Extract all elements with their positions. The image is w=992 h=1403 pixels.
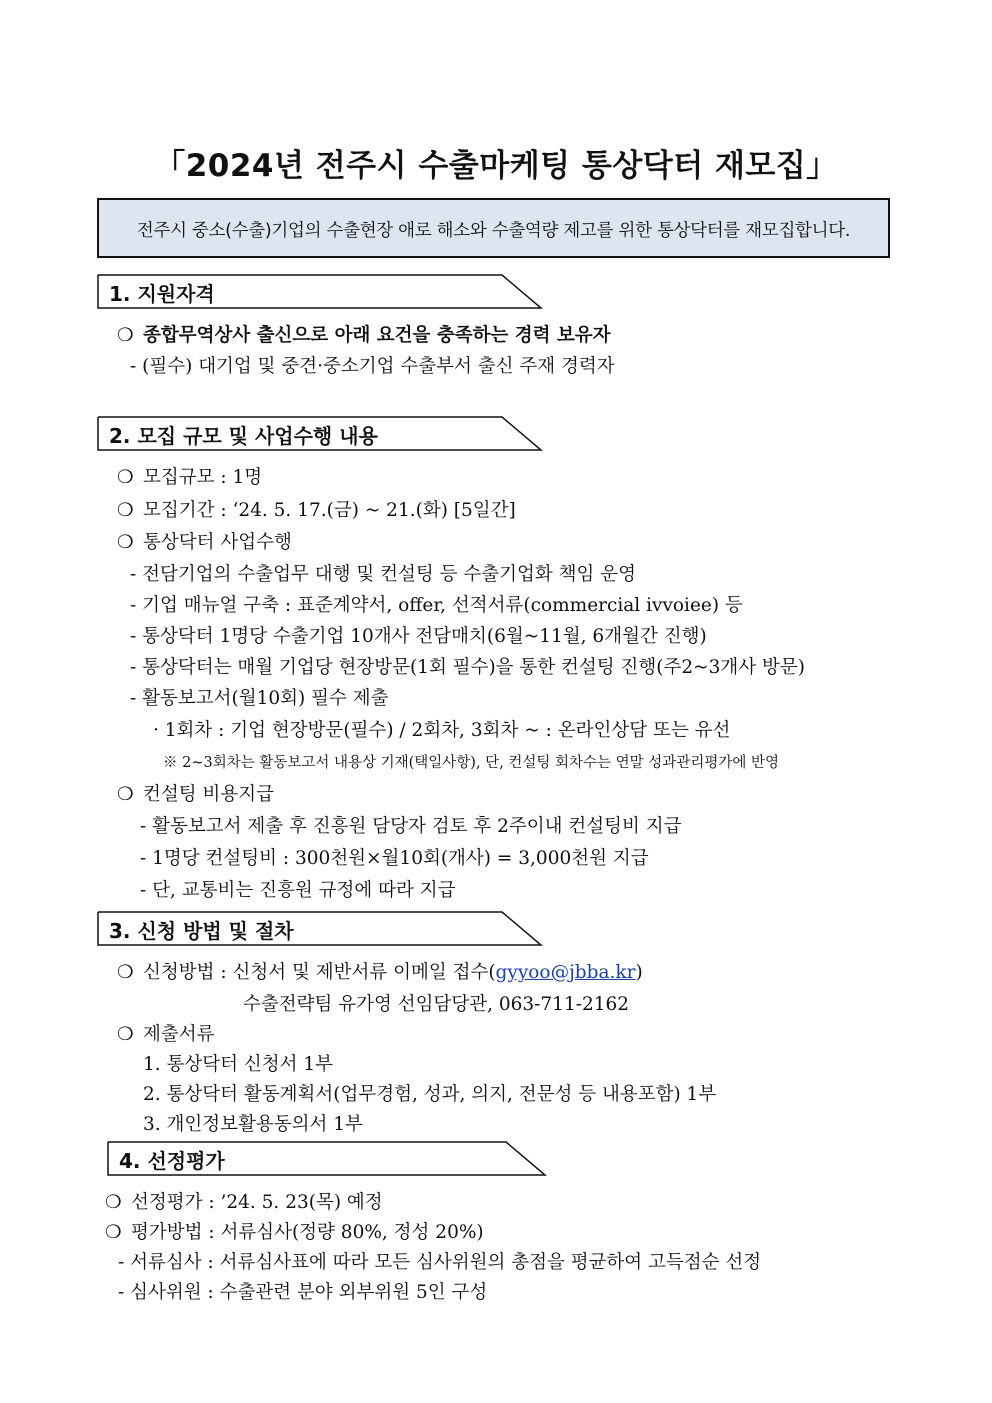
circle-bullet-icon: ❍ (117, 1024, 134, 1045)
list-item: ❍ 종합무역상사 출신으로 아래 요건을 충족하는 경력 보유자 (117, 325, 611, 346)
list-item: ❍ 모집기간 : ‘24. 5. 17.(금) ~ 21.(화) [5일간] (117, 500, 516, 521)
list-item: - 단, 교통비는 진흥원 규정에 따라 지급 (140, 880, 456, 901)
email-link[interactable]: gyyoo@jbba.kr (495, 962, 636, 983)
list-item: - 기업 매뉴얼 구축 : 표준계약서, offer, 선적서류(commercial ivvoiee) 등 (130, 595, 743, 616)
circle-bullet-icon: ❍ (117, 467, 134, 488)
list-item: - 활동보고서 제출 후 진흥원 담당자 검토 후 2주이내 컨설팅비 지급 (140, 816, 682, 837)
list-item: ❍ 평가방법 : 서류심사(정량 80%, 정성 20%) (105, 1222, 484, 1243)
list-item: - 심사위원 : 수출관련 분야 외부위원 5인 구성 (118, 1282, 488, 1303)
list-item: - 통상닥터는 매월 기업당 현장방문(1회 필수)을 통한 컨설팅 진행(주2~3개사 방문) (130, 657, 805, 678)
note-text: ※ 2~3회차는 활동보고서 내용상 기재(택일사항), 단, 컨설팅 회차수는 연말 성과관리평가에 반영 (163, 755, 779, 771)
list-item: 2. 통상닥터 활동계획서(업무경험, 성과, 의지, 전문성 등 내용포함) 1부 (143, 1084, 717, 1105)
section-2-title: 2. 모집 규모 및 사업수행 내용 (109, 424, 378, 448)
list-item: - 1명당 컨설팅비 : 300천원×월10회(개사) = 3,000천원 지급 (140, 848, 649, 869)
section-3-title: 3. 신청 방법 및 절차 (109, 919, 294, 943)
list-item: ❍ 제출서류 (117, 1024, 215, 1045)
section-2-heading (97, 416, 543, 450)
list-item: ❍ 컨설팅 비용지급 (117, 784, 274, 805)
section-1-title: 1. 지원자격 (109, 282, 215, 306)
circle-bullet-icon: ❍ (117, 500, 134, 521)
list-item: - 통상닥터 1명당 수출기업 10개사 전담매치(6월~11월, 6개월간 진행) (130, 626, 707, 647)
circle-bullet-icon: ❍ (105, 1222, 122, 1243)
list-item: - (필수) 대기업 및 중견·중소기업 수출부서 출신 주재 경력자 (130, 356, 615, 377)
list-item: ❍ 모집규모 : 1명 (117, 467, 263, 488)
contact-info: 수출전략팀 유가영 선임담당관, 063-711-2162 (243, 994, 630, 1015)
list-item: ❍ 선정평가 : ’24. 5. 23(목) 예정 (105, 1192, 383, 1213)
circle-bullet-icon: ❍ (117, 962, 134, 983)
circle-bullet-icon: ❍ (117, 784, 134, 805)
list-item: ❍ 신청방법 : 신청서 및 제반서류 이메일 접수(gyyoo@jbba.kr) (117, 962, 643, 983)
list-item: - 활동보고서(월10회) 필수 제출 (130, 688, 389, 709)
list-item: · 1회차 : 기업 현장방문(필수) / 2회차, 3회차 ~ : 온라인상담 또는 유선 (153, 720, 731, 741)
list-item: ❍ 통상닥터 사업수행 (117, 532, 292, 553)
list-item: 3. 개인정보활용동의서 1부 (143, 1114, 363, 1135)
circle-bullet-icon: ❍ (117, 532, 134, 553)
list-item: - 서류심사 : 서류심사표에 따라 모든 심사위원의 총점을 평균하여 고득점순 선정 (118, 1252, 762, 1273)
circle-bullet-icon: ❍ (105, 1192, 122, 1213)
section-4-heading (107, 1141, 547, 1175)
summary-text: 전주시 중소(수출)기업의 수출현장 애로 해소와 수출역량 제고를 위한 통상닥터를 재모집합니다. (136, 221, 851, 241)
list-item: - 전담기업의 수출업무 대행 및 컨설팅 등 수출기업화 책임 운영 (130, 564, 636, 585)
circle-bullet-icon: ❍ (117, 325, 134, 346)
section-4-title: 4. 선정평가 (119, 1149, 225, 1173)
document-title: 「2024년 전주시 수출마케팅 통상닥터 재모집」 (154, 148, 838, 184)
section-1-heading (97, 274, 543, 308)
summary-box (97, 198, 890, 258)
section-3-heading (97, 911, 543, 945)
list-item: 1. 통상닥터 신청서 1부 (143, 1054, 334, 1075)
